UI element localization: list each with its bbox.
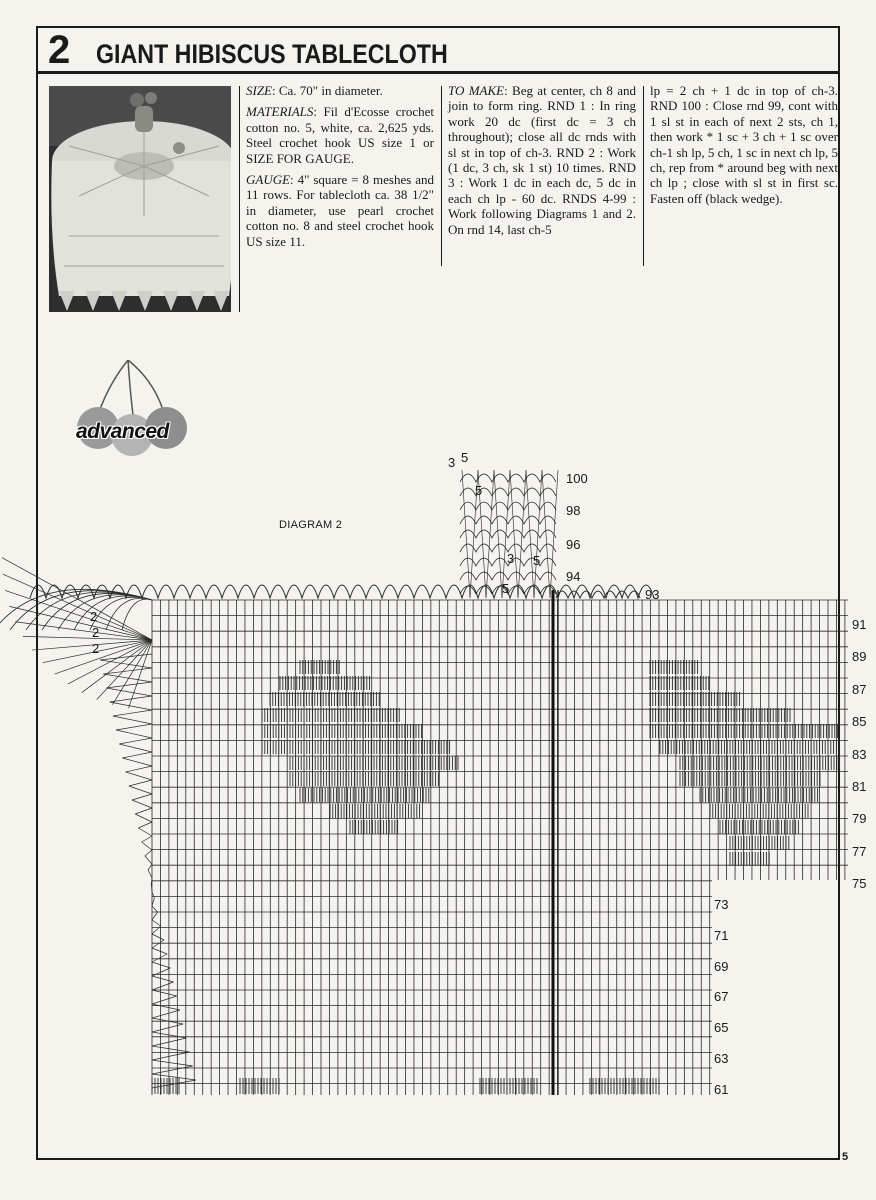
filled-block: [270, 692, 379, 706]
size-label: SIZE: [246, 83, 272, 98]
filled-block: [660, 740, 839, 754]
fan-arc: [74, 596, 152, 630]
stitch-count-mark: 2: [92, 641, 100, 656]
row-number: 61: [714, 1081, 729, 1097]
filled-block: [290, 756, 458, 770]
materials-label: MATERIALS: [246, 104, 314, 120]
stitch-count-mark: 2: [92, 625, 100, 640]
filled-block: [680, 756, 840, 770]
row-number: 75: [852, 876, 867, 892]
tomake-text: : Beg at center, ch 8 and join to form ring. RND 1 : In ring work 20 dc (first dc = 3 ch throughout); close all dc rnds with sl st in top of ch-3. RND 2 : Work (1 dc, 3 ch, sk 1 st) 10 times. RND 3 : Work 1 dc in each dc, 5 dc in each ch lp - 60 dc. RNDS 4-99 : Work following Diagrams 1 and 2. On rnd 14, last ch-5: [448, 83, 636, 237]
edge-fan: [152, 934, 164, 948]
filled-block: [300, 788, 429, 802]
edge-fan: [152, 1004, 180, 1018]
filled-block: [650, 692, 740, 706]
filled-block: [300, 660, 339, 674]
fan-arc: [106, 598, 152, 630]
stitch-count-mark: 5: [475, 483, 483, 498]
stitch-count-mark: 5: [461, 450, 469, 465]
stitch-count-mark: 5: [533, 553, 541, 568]
edge-fan: [122, 752, 152, 766]
page-title: GIANT HIBISCUS TABLECLOTH: [96, 39, 448, 69]
filled-block: [730, 852, 769, 866]
filled-block: [720, 820, 798, 834]
stitch-count-mark: 2: [90, 609, 98, 624]
col3-text: lp = 2 ch + 1 dc in top of ch-3. RND 100 : Close rnd 99, cont with 1 sl st in each of next 2 sts, ch 1, then work * 1 sc + 3 ch + 1 sc over ch-1 sh lp, 5 ch, 1 sc in next ch lp, 5 ch, rep from * around beg with next ch lp ; close with sl st in first sc. Fasten off (black wedge).: [650, 83, 838, 206]
lace-column: [462, 470, 470, 598]
row-number: 63: [714, 1051, 729, 1066]
edge-fan: [142, 836, 152, 850]
stitch-count-mark: 3: [507, 551, 515, 566]
edge-fan: [135, 808, 152, 822]
filled-block: [350, 820, 398, 834]
filled-block: [710, 804, 808, 818]
filled-block: [730, 836, 789, 850]
diagram-label: DIAGRAM 2: [279, 519, 343, 531]
row-number: 87: [852, 681, 867, 697]
filled-block: [330, 804, 420, 818]
edge-fan: [152, 962, 170, 976]
row-number: 79: [852, 811, 867, 827]
edge-fan: [126, 766, 152, 780]
difficulty-label: advanced: [76, 420, 169, 443]
row-number: 93: [645, 587, 660, 602]
edge-fan: [152, 920, 161, 934]
row-number: 98: [566, 503, 581, 518]
size-text: : Ca. 70" in diameter.: [272, 83, 383, 98]
edge-fan: [148, 864, 152, 878]
edge-fan: [152, 1046, 190, 1060]
row-number: 100: [566, 471, 588, 486]
lace-column: [460, 572, 556, 580]
tomake-label: TO MAKE: [448, 83, 505, 98]
edge-fan: [145, 850, 152, 864]
edge-fan: [152, 906, 158, 920]
fan-spoke: [23, 636, 152, 640]
stitch-count-mark: 5: [502, 581, 510, 596]
lace-column: [510, 470, 518, 598]
edge-fan: [152, 976, 174, 990]
filled-block: [700, 788, 818, 802]
scallop-border: [556, 591, 640, 598]
filled-block: [262, 708, 399, 722]
lace-column: [542, 470, 550, 598]
materials-text: : Fil d'Ecosse crochet cotton no. 5, white, ca. 2,625 yds. Steel crochet hook US size 1 or SIZE FOR GAUGE.: [246, 104, 434, 166]
stitch-count-mark: 3: [448, 455, 456, 470]
filled-block: [262, 740, 450, 754]
edge-fan: [152, 990, 177, 1004]
row-number: 77: [852, 843, 867, 859]
lace-column: [526, 470, 534, 598]
fan-spoke: [97, 640, 152, 699]
row-number: 65: [714, 1020, 729, 1036]
edge-fan: [152, 948, 167, 962]
row-number: 96: [566, 537, 581, 552]
fan-arc: [122, 599, 152, 630]
edge-fan: [138, 822, 152, 836]
filled-block: [290, 772, 438, 786]
filled-block: [262, 724, 422, 738]
pattern-number: 2: [48, 28, 70, 72]
edge-fan: [116, 724, 152, 738]
edge-fan: [132, 794, 152, 808]
fan-spoke: [2, 558, 152, 640]
edge-fan: [152, 1018, 183, 1032]
row-number: 67: [714, 989, 729, 1005]
row-number: 89: [852, 649, 867, 665]
fan-arc: [26, 592, 152, 630]
page-number: 5: [842, 1151, 849, 1163]
edge-fan: [152, 1060, 193, 1074]
edge-fan: [152, 1074, 196, 1088]
row-number: 83: [852, 746, 867, 762]
row-number: 73: [714, 897, 729, 912]
row-number: 94: [566, 569, 581, 584]
row-number: 85: [852, 714, 867, 730]
lace-column: [494, 470, 502, 598]
edge-fan: [106, 682, 152, 696]
row-number: 69: [714, 958, 729, 974]
edge-fan: [129, 780, 152, 794]
row-number: 91: [852, 617, 867, 632]
edge-fan: [110, 696, 152, 710]
edge-fan: [100, 654, 152, 668]
row-number: 71: [714, 927, 729, 943]
edge-fan: [113, 710, 152, 724]
edge-fan: [119, 738, 152, 752]
gauge-text: : 4" square = 8 meshes and 11 rows. For tablecloth ca. 38 1/2" in diameter, use pearl crochet cotton no. 8 and steel crochet hook US size 11.: [246, 172, 434, 249]
gauge-label: GAUGE: [246, 172, 291, 188]
row-number: 81: [852, 779, 867, 794]
